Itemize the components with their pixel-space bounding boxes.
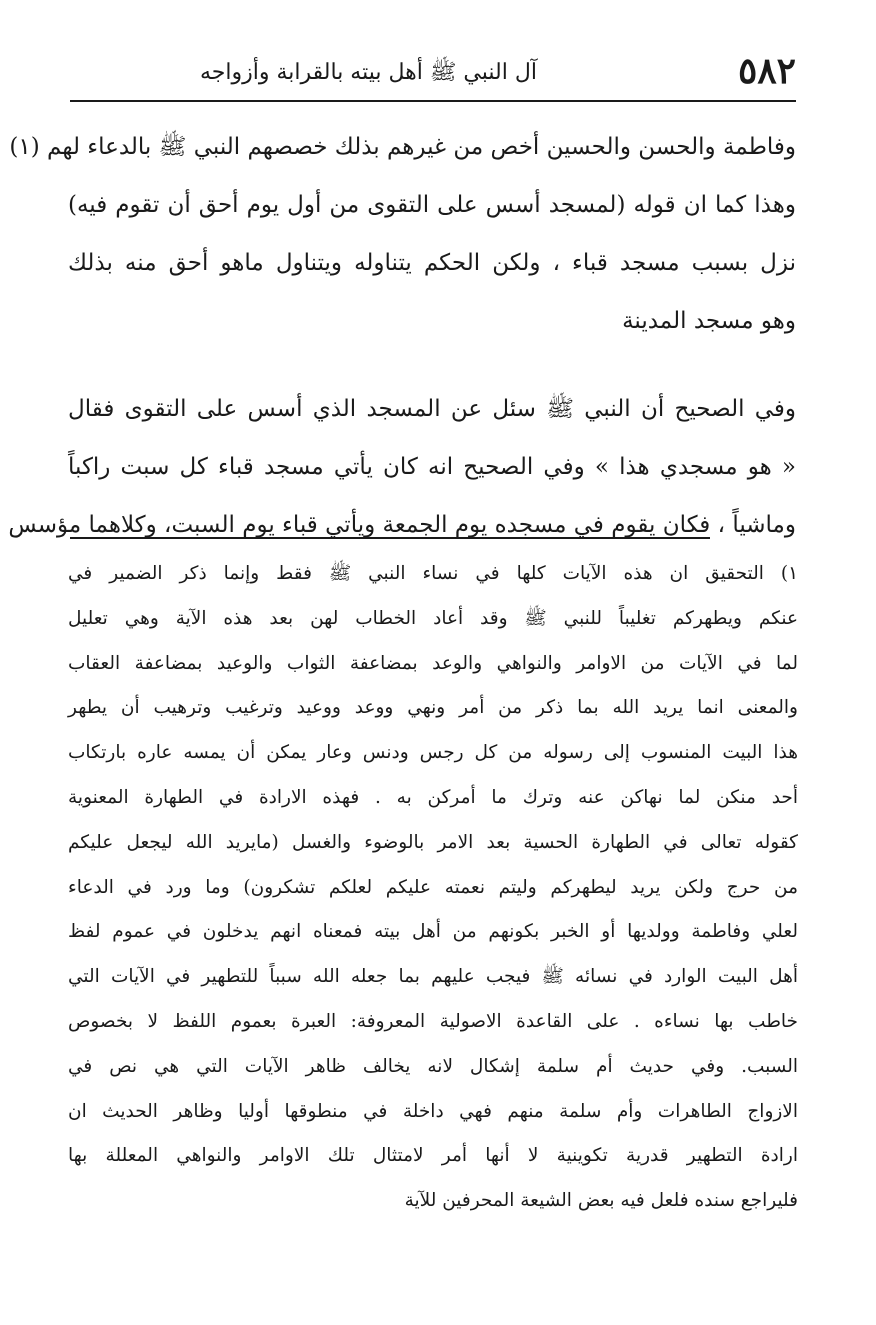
footnote-line: السبب. وفي حديث أم سلمة إشكال لانه يخالف ظاهر الآيات التي هي نص في: [68, 1055, 798, 1077]
footnote-line: عنكم ويطهركم تغليباً للنبي ﷺ وقد أعاد الخطاب لهن بعد هذه الآية وهي تعليل: [68, 607, 798, 629]
footnote-line: أحد منكن لما نهاكن عنه وترك ما أمركن به . فهذه الارادة في الطهارة المعنوية: [68, 786, 798, 808]
main-line: وهذا كما ان قوله (لمسجد أسس على التقوى من أول يوم أحق أن تقوم فيه): [68, 192, 796, 218]
main-line: وهو مسجد المدينة: [622, 308, 796, 334]
running-title: آل النبي ﷺ أهل بيته بالقرابة وأزواجه: [200, 60, 537, 85]
footnote-line: من حرج ولكن يريد ليطهركم وليتم نعمته عليكم لعلكم تشكرون) وما ورد في الدعاء: [68, 876, 798, 898]
footnote-line: ١) التحقيق ان هذه الآيات كلها في نساء النبي ﷺ فقط وإنما ذكر الضمير في: [68, 563, 798, 584]
footnote-line: خاطب بها نساءه . على القاعدة الاصولية المعروفة: العبرة بعموم اللفظ لا بخصوص: [68, 1010, 798, 1032]
footnote-line: فليراجع سنده فلعل فيه بعض الشيعة المحرفين للآية: [404, 1190, 798, 1212]
footnote-line: الازواج الطاهرات وأم سلمة منهم فهي داخلة في منطوقها أوليا وظاهر الحديث ان: [68, 1100, 798, 1122]
footnotes: [68, 552, 798, 1224]
page-number: ٥٨٢: [737, 50, 796, 92]
main-line: نزل بسبب مسجد قباء ، ولكن الحكم يتناوله ويتناول ماهو أحق منه بذلك: [68, 250, 796, 276]
footnote-rule: [70, 537, 710, 539]
main-line: وماشياً ، فكان يقوم في مسجده يوم الجمعة ويأتي قباء يوم السبت، وكلاهما مؤسس: [8, 512, 796, 538]
footnote-line: أهل البيت الوارد في نسائه ﷺ فيجب عليهم بما جعله الله سبباً للتطهير في الآيات التي: [68, 966, 798, 988]
footnote-line: ارادة التطهير قدرية تكوينية لا أنها أمر لامتثال تلك الاوامر والنواهي المعللة بها: [68, 1145, 798, 1167]
main-line: وفي الصحيح أن النبي ﷺ سئل عن المسجد الذي أسس على التقوى فقال: [68, 396, 796, 422]
footnote-line: هذا البيت المنسوب إلى رسوله من كل رجس ودنس وعار يمكن أن يمسه عاره بارتكاب: [68, 742, 798, 764]
footnote-line: والمعنى انما يريد الله بما ذكر من أمر ونهي ووعد ووعيد وترغيب وترهيب أن يطهر: [68, 697, 798, 719]
page-header: [70, 44, 796, 100]
footnote-line: كقوله تعالى في الطهارة الحسية بعد الامر بالوضوء والغسل (مايريد الله ليجعل عليكم: [68, 831, 798, 853]
main-line: « هو مسجدي هذا » وفي الصحيح انه كان يأتي مسجد قباء كل سبت راكباً: [68, 454, 796, 480]
header-rule: [70, 100, 796, 102]
footnote-line: لما في الآيات من الاوامر والنواهي والوعد بمضاعفة الثواب والوعيد بمضاعفة العقاب: [68, 652, 798, 674]
main-line: وفاطمة والحسن والحسين أخص من غيرهم بذلك خصصهم النبي ﷺ بالدعاء لهم (١): [9, 134, 796, 160]
footnote-line: لعلي وفاطمة وولديها أو الخبر بكونهم من أهل بيته فمعناه انهم يدخلون في عموم لفظ: [68, 921, 798, 943]
main-text: [8, 118, 796, 554]
